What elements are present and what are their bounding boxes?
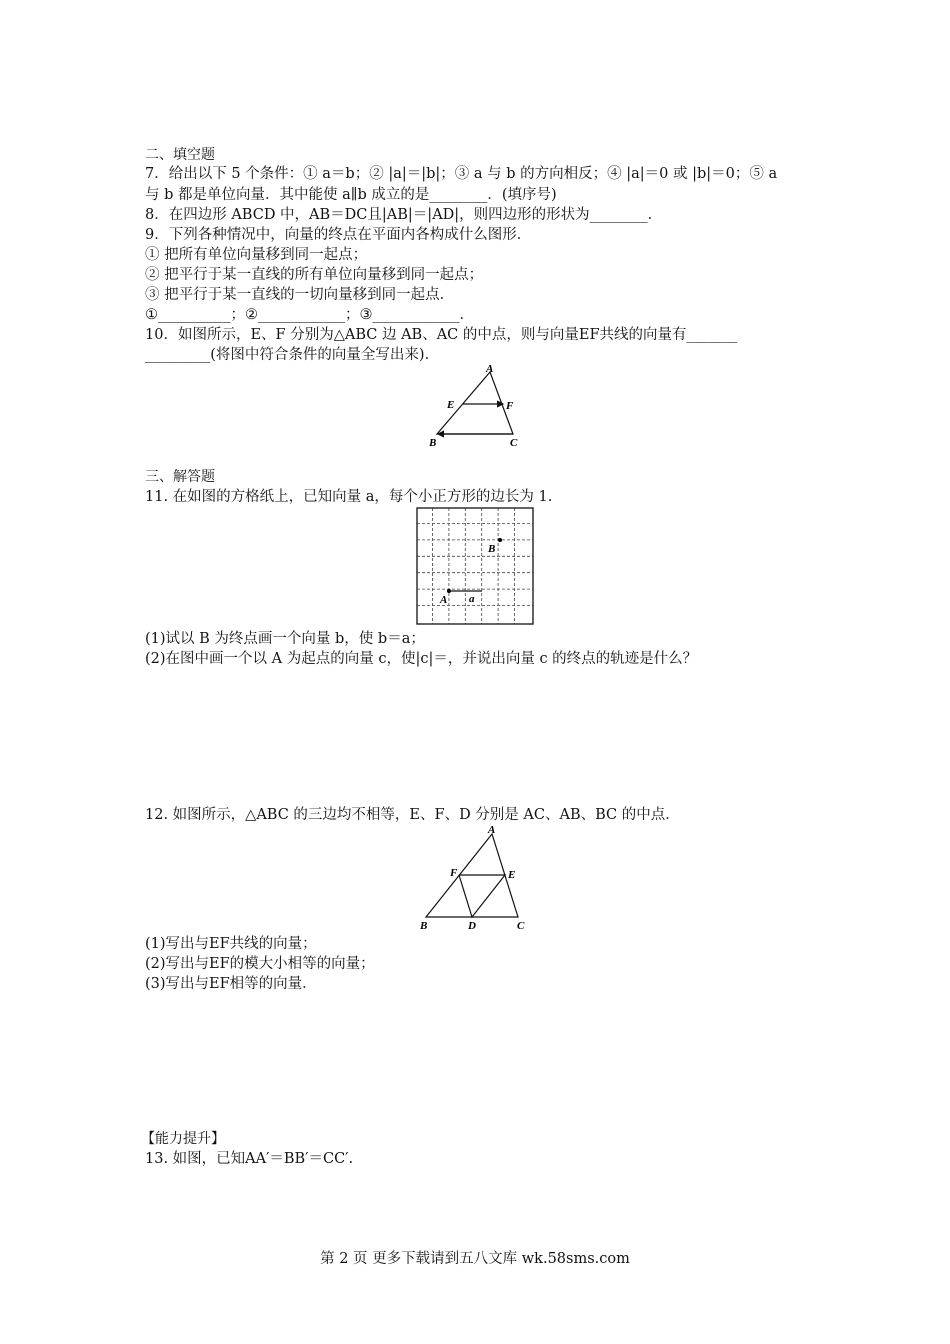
label-a: A	[440, 594, 448, 606]
question-9-line-4: ③ 把平行于某一直线的一切向量移到同一起点．	[145, 287, 455, 303]
question-9-line-1: 9．下列各种情况中，向量的终点在平面内各构成什么图形．	[145, 227, 532, 243]
question-12: 12. 如图所示，△ABC 的三边均不相等，E、F、D 分别是 AC、AB、BC 的中点．	[145, 807, 680, 823]
label-e: E	[508, 869, 516, 881]
label-b: B	[420, 920, 428, 932]
grid-dashed-lines	[417, 508, 533, 624]
section-2-title: 二、填空题	[145, 147, 215, 163]
ability-title: 【能力提升】	[141, 1131, 225, 1147]
label-vector-a: a	[469, 593, 475, 605]
question-8: 8．在四边形 ABCD 中，AB＝DC且|AB|＝|AD|，则四边形的形状为________．	[145, 207, 663, 223]
question-7-line-1: 7．给出以下 5 个条件：① a＝b；② |a|＝|b|；③ a 与 b 的方向相反；④ |a|＝0 或 |b|＝0；⑤ a	[145, 166, 778, 182]
figure-triangle-10	[420, 362, 530, 448]
question-9-line-2: ① 把所有单位向量移到同一起点；	[145, 247, 368, 263]
figure-triangle-12	[418, 820, 538, 932]
label-d: D	[468, 920, 476, 932]
question-11-part-2: (2)在图中画一个以 A 为起点的向量 c，使|c|＝，并说出向量 c 的终点的轨迹是什么？	[145, 651, 698, 667]
section-3-title: 三、解答题	[145, 469, 215, 485]
label-a: A	[486, 363, 494, 375]
label-c: C	[517, 920, 525, 932]
label-f: F	[506, 400, 514, 412]
label-a: A	[488, 824, 496, 836]
question-12-part-1: (1)写出与EF共线的向量；	[145, 936, 317, 952]
label-b: B	[429, 437, 437, 448]
question-11: 11. 在如图的方格纸上，已知向量 a，每个小正方形的边长为 1.	[145, 489, 553, 505]
question-12-part-3: (3)写出与EF相等的向量．	[145, 976, 317, 992]
label-e: E	[447, 399, 455, 411]
question-13: 13. 如图，已知AA′＝BB′＝CC′.	[145, 1151, 354, 1167]
label-c: C	[510, 437, 518, 448]
question-10-line-1: 10．如图所示，E、F 分别为△ABC 边 AB、AC 的中点，则与向量EF共线的向量有_______	[145, 327, 738, 343]
question-9-line-5: ①__________；②____________；③____________．	[145, 307, 474, 323]
figure-grid-11	[416, 507, 534, 625]
question-12-part-2: (2)写出与EF的模大小相等的向量；	[145, 956, 375, 972]
label-f: F	[450, 867, 458, 879]
label-b: B	[488, 543, 496, 555]
grid-border	[417, 508, 533, 624]
question-7-line-2: 与 b 都是单位向量．其中能使 a∥b 成立的是________．(填序号)	[145, 187, 557, 203]
point-b	[498, 538, 502, 542]
midpoint-triangle-fed	[459, 875, 505, 917]
question-10-line-2: _________(将图中符合条件的向量全写出来)．	[145, 347, 440, 363]
question-9-line-3: ② 把平行于某一直线的所有单位向量移到同一起点；	[145, 267, 484, 283]
question-11-part-1: (1)试以 B 为终点画一个向量 b，使 b＝a；	[145, 631, 425, 647]
page-footer: 第 2 页 更多下载请到五八文库 wk.58sms.com	[320, 1251, 630, 1267]
